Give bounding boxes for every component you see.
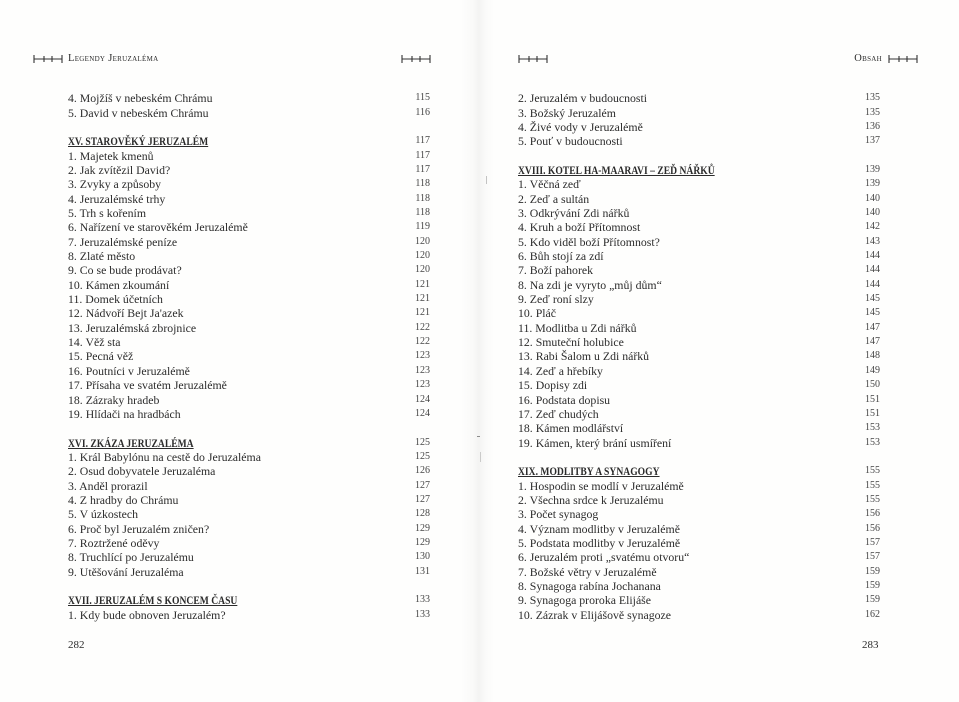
toc-entry	[68, 206, 430, 220]
toc-entry	[518, 565, 880, 579]
toc-entry-title: 17. Přísaha ve svatém Jeruzalémě	[68, 378, 227, 393]
toc-entry	[68, 292, 430, 306]
scan-speck	[486, 176, 487, 184]
toc-entry	[68, 550, 430, 564]
toc-entry-title: 16. Poutníci v Jeruzalémě	[68, 363, 190, 378]
toc-entry-page-number: 159	[865, 565, 880, 577]
toc-entry-page-number: 123	[415, 364, 430, 376]
toc-entry	[68, 263, 430, 277]
toc-entry-page-number: 145	[865, 293, 880, 305]
toc-entry-title: 5. Pouť v budoucnosti	[518, 134, 623, 149]
toc-entry-page-number: 145	[865, 307, 880, 319]
toc-chapter-heading	[68, 593, 430, 607]
toc-entry-title: 4. Kruh a boží Přítomnost	[518, 220, 641, 235]
toc-entry-page-number: 162	[865, 608, 880, 620]
toc-entry-page-number: 150	[865, 379, 880, 391]
toc-entry-page-number: 124	[415, 393, 430, 405]
toc-group	[518, 91, 880, 148]
toc-entry-title: 1. Majetek kmenů	[68, 148, 154, 163]
bracket-rule-ornament-icon	[518, 54, 548, 64]
toc-entry-page-number: 119	[415, 221, 430, 233]
toc-entry-page-number: 137	[865, 135, 880, 147]
toc-entry-page-number: 151	[865, 393, 880, 405]
toc-entry	[518, 192, 880, 206]
toc-chapter-heading	[518, 163, 880, 177]
toc-entry-page-number: 135	[865, 106, 880, 118]
toc-entry-page-number: 156	[865, 522, 880, 534]
page-number: 282	[68, 639, 85, 651]
toc-entry-page-number: 130	[415, 551, 430, 563]
toc-entry-title: 7. Boží pahorek	[518, 263, 594, 278]
table-of-contents	[68, 91, 430, 622]
toc-entry-title: 5. V úzkostech	[68, 507, 139, 522]
toc-chapter-heading-page-number: 139	[865, 164, 880, 176]
toc-entry-title: 15. Dopisy zdi	[518, 378, 588, 393]
toc-entry-title: 13. Rabi Šalom u Zdi nářků	[518, 349, 650, 364]
toc-entry-page-number: 133	[415, 608, 430, 620]
toc-entry	[68, 177, 430, 191]
toc-entry-title: 2. Všechna srdce k Jeruzalému	[518, 492, 664, 507]
toc-entry-title: 18. Zázraky hradeb	[68, 392, 160, 407]
toc-entry-title: 9. Zeď roní slzy	[518, 292, 594, 307]
toc-entry	[518, 349, 880, 363]
toc-entry-title: 2. Jak zvítězil David?	[68, 163, 171, 178]
toc-entry	[68, 507, 430, 521]
toc-entry-page-number: 118	[415, 192, 430, 204]
toc-entry-page-number: 148	[865, 350, 880, 362]
toc-entry	[68, 220, 430, 234]
toc-entry-title: 1. Král Babylónu na cestě do Jeruzaléma	[68, 449, 261, 464]
toc-entry-page-number: 131	[415, 565, 430, 577]
toc-entry-title: 14. Zeď a hřebíky	[518, 363, 603, 378]
toc-entry	[68, 479, 430, 493]
toc-entry-page-number: 116	[415, 106, 430, 118]
toc-entry	[518, 536, 880, 550]
toc-entry-title: 10. Kámen zkoumání	[68, 277, 170, 292]
toc-entry	[68, 335, 430, 349]
scan-speck	[477, 436, 480, 437]
toc-chapter-heading-title: XVIII. KOTEL HA-MAARAVI – ZEĎ NÁŘKŮ	[518, 163, 715, 178]
toc-entry-title: 9. Synagoga proroka Elijáše	[518, 593, 652, 608]
toc-entry-page-number: 157	[865, 536, 880, 548]
toc-entry-title: 8. Na zdi je vyryto „můj dům“	[518, 277, 662, 292]
page-number: 283	[862, 639, 879, 651]
toc-entry-page-number: 143	[865, 235, 880, 247]
toc-entry-page-number: 120	[415, 235, 430, 247]
toc-entry	[518, 106, 880, 120]
toc-group	[68, 134, 430, 421]
book-gutter-shadow	[460, 0, 494, 702]
toc-entry-page-number: 121	[415, 307, 430, 319]
toc-entry	[518, 134, 880, 148]
toc-entry	[518, 235, 880, 249]
toc-entry-title: 1. Kdy bude obnoven Jeruzalém?	[68, 607, 226, 622]
toc-entry-title: 8. Zlaté město	[68, 249, 136, 264]
toc-chapter-heading-page-number: 133	[415, 594, 430, 606]
toc-entry-page-number: 159	[865, 579, 880, 591]
toc-entry-page-number: 128	[415, 508, 430, 520]
toc-entry-title: 6. Bůh stojí za zdí	[518, 249, 604, 264]
toc-entry	[518, 608, 880, 622]
toc-entry-title: 17. Zeď chudých	[518, 406, 599, 421]
toc-entry-page-number: 140	[865, 207, 880, 219]
toc-entry-page-number: 153	[865, 422, 880, 434]
toc-chapter-heading	[518, 464, 880, 478]
toc-entry-title: 4. Z hradby do Chrámu	[68, 492, 179, 507]
bracket-rule-ornament-icon	[888, 54, 918, 64]
toc-entry-page-number: 129	[415, 522, 430, 534]
toc-entry	[518, 220, 880, 234]
toc-entry-title: 12. Nádvoří Bejt Ja'azek	[68, 306, 184, 321]
toc-entry-title: 1. Hospodin se modlí v Jeruzalémě	[518, 478, 684, 493]
toc-entry-page-number: 118	[415, 178, 430, 190]
toc-entry-page-number: 153	[865, 436, 880, 448]
toc-entry-title: 10. Zázrak v Elijášově synagoze	[518, 607, 671, 622]
toc-entry-title: 4. Mojžíš v nebeském Chrámu	[68, 91, 213, 106]
toc-entry-page-number: 115	[415, 92, 430, 104]
toc-entry	[518, 407, 880, 421]
running-head: Obsah	[854, 53, 882, 64]
toc-entry	[68, 235, 430, 249]
table-of-contents	[518, 91, 880, 622]
bracket-rule-ornament-icon	[33, 54, 63, 64]
toc-entry	[518, 436, 880, 450]
toc-entry-page-number: 122	[415, 336, 430, 348]
toc-entry-page-number: 129	[415, 536, 430, 548]
toc-entry-page-number: 144	[865, 278, 880, 290]
toc-entry	[68, 364, 430, 378]
toc-chapter-heading-page-number: 125	[415, 436, 430, 448]
toc-chapter-heading-title: XVII. JERUZALÉM S KONCEM ČASU	[68, 593, 238, 608]
toc-entry-title: 11. Modlitba u Zdi nářků	[518, 320, 637, 335]
toc-entry-title: 9. Co se bude prodávat?	[68, 263, 182, 278]
toc-group	[518, 464, 880, 622]
toc-entry	[518, 120, 880, 134]
toc-entry-page-number: 157	[865, 551, 880, 563]
toc-entry	[518, 593, 880, 607]
toc-entry-title: 8. Truchlící po Jeruzalému	[68, 550, 194, 565]
toc-entry-title: 7. Roztržené oděvy	[68, 535, 160, 550]
toc-entry-page-number: 142	[865, 221, 880, 233]
toc-entry-page-number: 124	[415, 407, 430, 419]
toc-entry-title: 5. Podstata modlitby v Jeruzalémě	[518, 535, 681, 550]
toc-entry-page-number: 126	[415, 465, 430, 477]
toc-entry	[68, 106, 430, 120]
toc-entry-title: 5. David v nebeském Chrámu	[68, 105, 209, 120]
toc-chapter-heading-title: XVI. ZKÁZA JERUZALÉMA	[68, 435, 194, 450]
toc-entry-page-number: 155	[865, 479, 880, 491]
toc-entry-title: 14. Věž sta	[68, 335, 121, 350]
toc-entry-title: 2. Jeruzalém v budoucnosti	[518, 91, 648, 106]
toc-entry-page-number: 147	[865, 336, 880, 348]
toc-entry	[68, 192, 430, 206]
toc-entry	[518, 177, 880, 191]
toc-chapter-heading-title: XIX. MODLITBY A SYNAGOGY	[518, 464, 660, 479]
toc-entry	[68, 321, 430, 335]
toc-entry-page-number: 120	[415, 264, 430, 276]
toc-entry-page-number: 120	[415, 250, 430, 262]
toc-entry	[68, 349, 430, 363]
toc-entry-page-number: 140	[865, 192, 880, 204]
toc-entry-title: 6. Nařízení ve starověkém Jeruzalémě	[68, 220, 248, 235]
toc-entry-title: 11. Domek účetních	[68, 292, 163, 307]
toc-entry-page-number: 123	[415, 379, 430, 391]
toc-entry	[518, 579, 880, 593]
toc-entry-page-number: 121	[415, 278, 430, 290]
toc-entry-page-number: 118	[415, 207, 430, 219]
toc-entry-page-number: 139	[865, 178, 880, 190]
running-head: Legendy Jeruzaléma	[68, 53, 159, 64]
toc-entry	[68, 493, 430, 507]
toc-entry	[518, 206, 880, 220]
toc-entry-title: 4. Jeruzalémské trhy	[68, 191, 166, 206]
toc-entry-page-number: 117	[415, 149, 430, 161]
toc-entry	[68, 407, 430, 421]
toc-group	[68, 91, 430, 120]
toc-entry	[68, 464, 430, 478]
toc-entry	[68, 522, 430, 536]
toc-entry-title: 5. Trh s kořením	[68, 206, 147, 221]
toc-entry-title: 2. Zeď a sultán	[518, 191, 590, 206]
toc-chapter-heading-title: XV. STAROVĚKÝ JERUZALÉM	[68, 134, 209, 149]
toc-entry	[518, 393, 880, 407]
toc-entry	[68, 565, 430, 579]
toc-entry	[518, 479, 880, 493]
toc-entry	[518, 292, 880, 306]
toc-entry-page-number: 127	[415, 493, 430, 505]
toc-entry-page-number: 147	[865, 321, 880, 333]
toc-entry	[518, 306, 880, 320]
toc-entry	[68, 450, 430, 464]
toc-entry-page-number: 117	[415, 164, 430, 176]
toc-chapter-heading-page-number: 117	[415, 135, 430, 147]
toc-entry	[518, 378, 880, 392]
toc-entry	[518, 278, 880, 292]
toc-entry-title: 18. Kámen modlářství	[518, 421, 624, 436]
toc-entry	[518, 507, 880, 521]
toc-entry-page-number: 151	[865, 407, 880, 419]
toc-entry-page-number: 155	[865, 493, 880, 505]
toc-entry	[68, 249, 430, 263]
toc-entry	[68, 91, 430, 105]
toc-entry-page-number: 127	[415, 479, 430, 491]
toc-entry-title: 9. Utěšování Jeruzaléma	[68, 564, 184, 579]
toc-entry	[68, 393, 430, 407]
toc-entry-page-number: 144	[865, 250, 880, 262]
toc-entry-title: 7. Jeruzalémské peníze	[68, 234, 178, 249]
toc-entry-page-number: 123	[415, 350, 430, 362]
toc-entry-page-number: 156	[865, 508, 880, 520]
toc-entry-title: 2. Osud dobyvatele Jeruzaléma	[68, 464, 216, 479]
toc-entry	[518, 249, 880, 263]
toc-entry-title: 3. Zvyky a způsoby	[68, 177, 162, 192]
toc-entry	[518, 493, 880, 507]
toc-entry-title: 3. Božský Jeruzalém	[518, 105, 616, 120]
toc-entry	[518, 550, 880, 564]
toc-entry-title: 15. Pecná věž	[68, 349, 134, 364]
toc-entry-title: 10. Pláč	[518, 306, 557, 321]
toc-chapter-heading	[68, 134, 430, 148]
toc-entry	[518, 522, 880, 536]
toc-entry	[518, 263, 880, 277]
toc-entry-title: 6. Jeruzalém proti „svatému otvoru“	[518, 550, 690, 565]
toc-entry	[68, 608, 430, 622]
toc-entry-title: 8. Synagoga rabína Jochanana	[518, 578, 661, 593]
toc-entry-page-number: 122	[415, 321, 430, 333]
toc-entry	[68, 306, 430, 320]
toc-entry-title: 13. Jeruzalémská zbrojnice	[68, 320, 197, 335]
toc-entry-title: 12. Smuteční holubice	[518, 335, 624, 350]
toc-entry-page-number: 125	[415, 450, 430, 462]
toc-chapter-heading-page-number: 155	[865, 465, 880, 477]
toc-entry	[518, 364, 880, 378]
toc-entry-title: 4. Význam modlitby v Jeruzalémě	[518, 521, 680, 536]
toc-entry-title: 3. Odkrývání Zdi nářků	[518, 206, 630, 221]
toc-entry	[68, 278, 430, 292]
toc-entry-page-number: 144	[865, 264, 880, 276]
toc-entry	[518, 421, 880, 435]
toc-entry-title: 1. Věčná zeď	[518, 177, 581, 192]
toc-entry-title: 19. Hlídači na hradbách	[68, 406, 181, 421]
toc-group	[68, 593, 430, 622]
toc-entry	[68, 149, 430, 163]
toc-entry-page-number: 159	[865, 594, 880, 606]
toc-entry-title: 19. Kámen, který brání usmíření	[518, 435, 672, 450]
toc-entry-title: 5. Kdo viděl boží Přítomnost?	[518, 234, 660, 249]
toc-entry	[68, 163, 430, 177]
toc-entry	[68, 378, 430, 392]
toc-entry-page-number: 121	[415, 293, 430, 305]
toc-entry-title: 6. Proč byl Jeruzalém zničen?	[68, 521, 210, 536]
toc-entry-title: 4. Živé vody v Jeruzalémě	[518, 119, 643, 134]
toc-group	[68, 436, 430, 579]
toc-entry-page-number: 136	[865, 120, 880, 132]
toc-entry-title: 7. Božské větry v Jeruzalémě	[518, 564, 657, 579]
toc-chapter-heading	[68, 436, 430, 450]
toc-entry-title: 3. Počet synagog	[518, 507, 599, 522]
toc-entry-page-number: 135	[865, 92, 880, 104]
toc-entry-page-number: 149	[865, 364, 880, 376]
toc-entry	[518, 91, 880, 105]
toc-entry	[518, 335, 880, 349]
toc-entry	[518, 321, 880, 335]
scan-speck	[480, 452, 481, 462]
toc-group	[518, 163, 880, 450]
toc-entry-title: 3. Anděl prorazil	[68, 478, 148, 493]
toc-entry	[68, 536, 430, 550]
toc-entry-title: 16. Podstata dopisu	[518, 392, 611, 407]
bracket-rule-ornament-icon	[401, 54, 431, 64]
